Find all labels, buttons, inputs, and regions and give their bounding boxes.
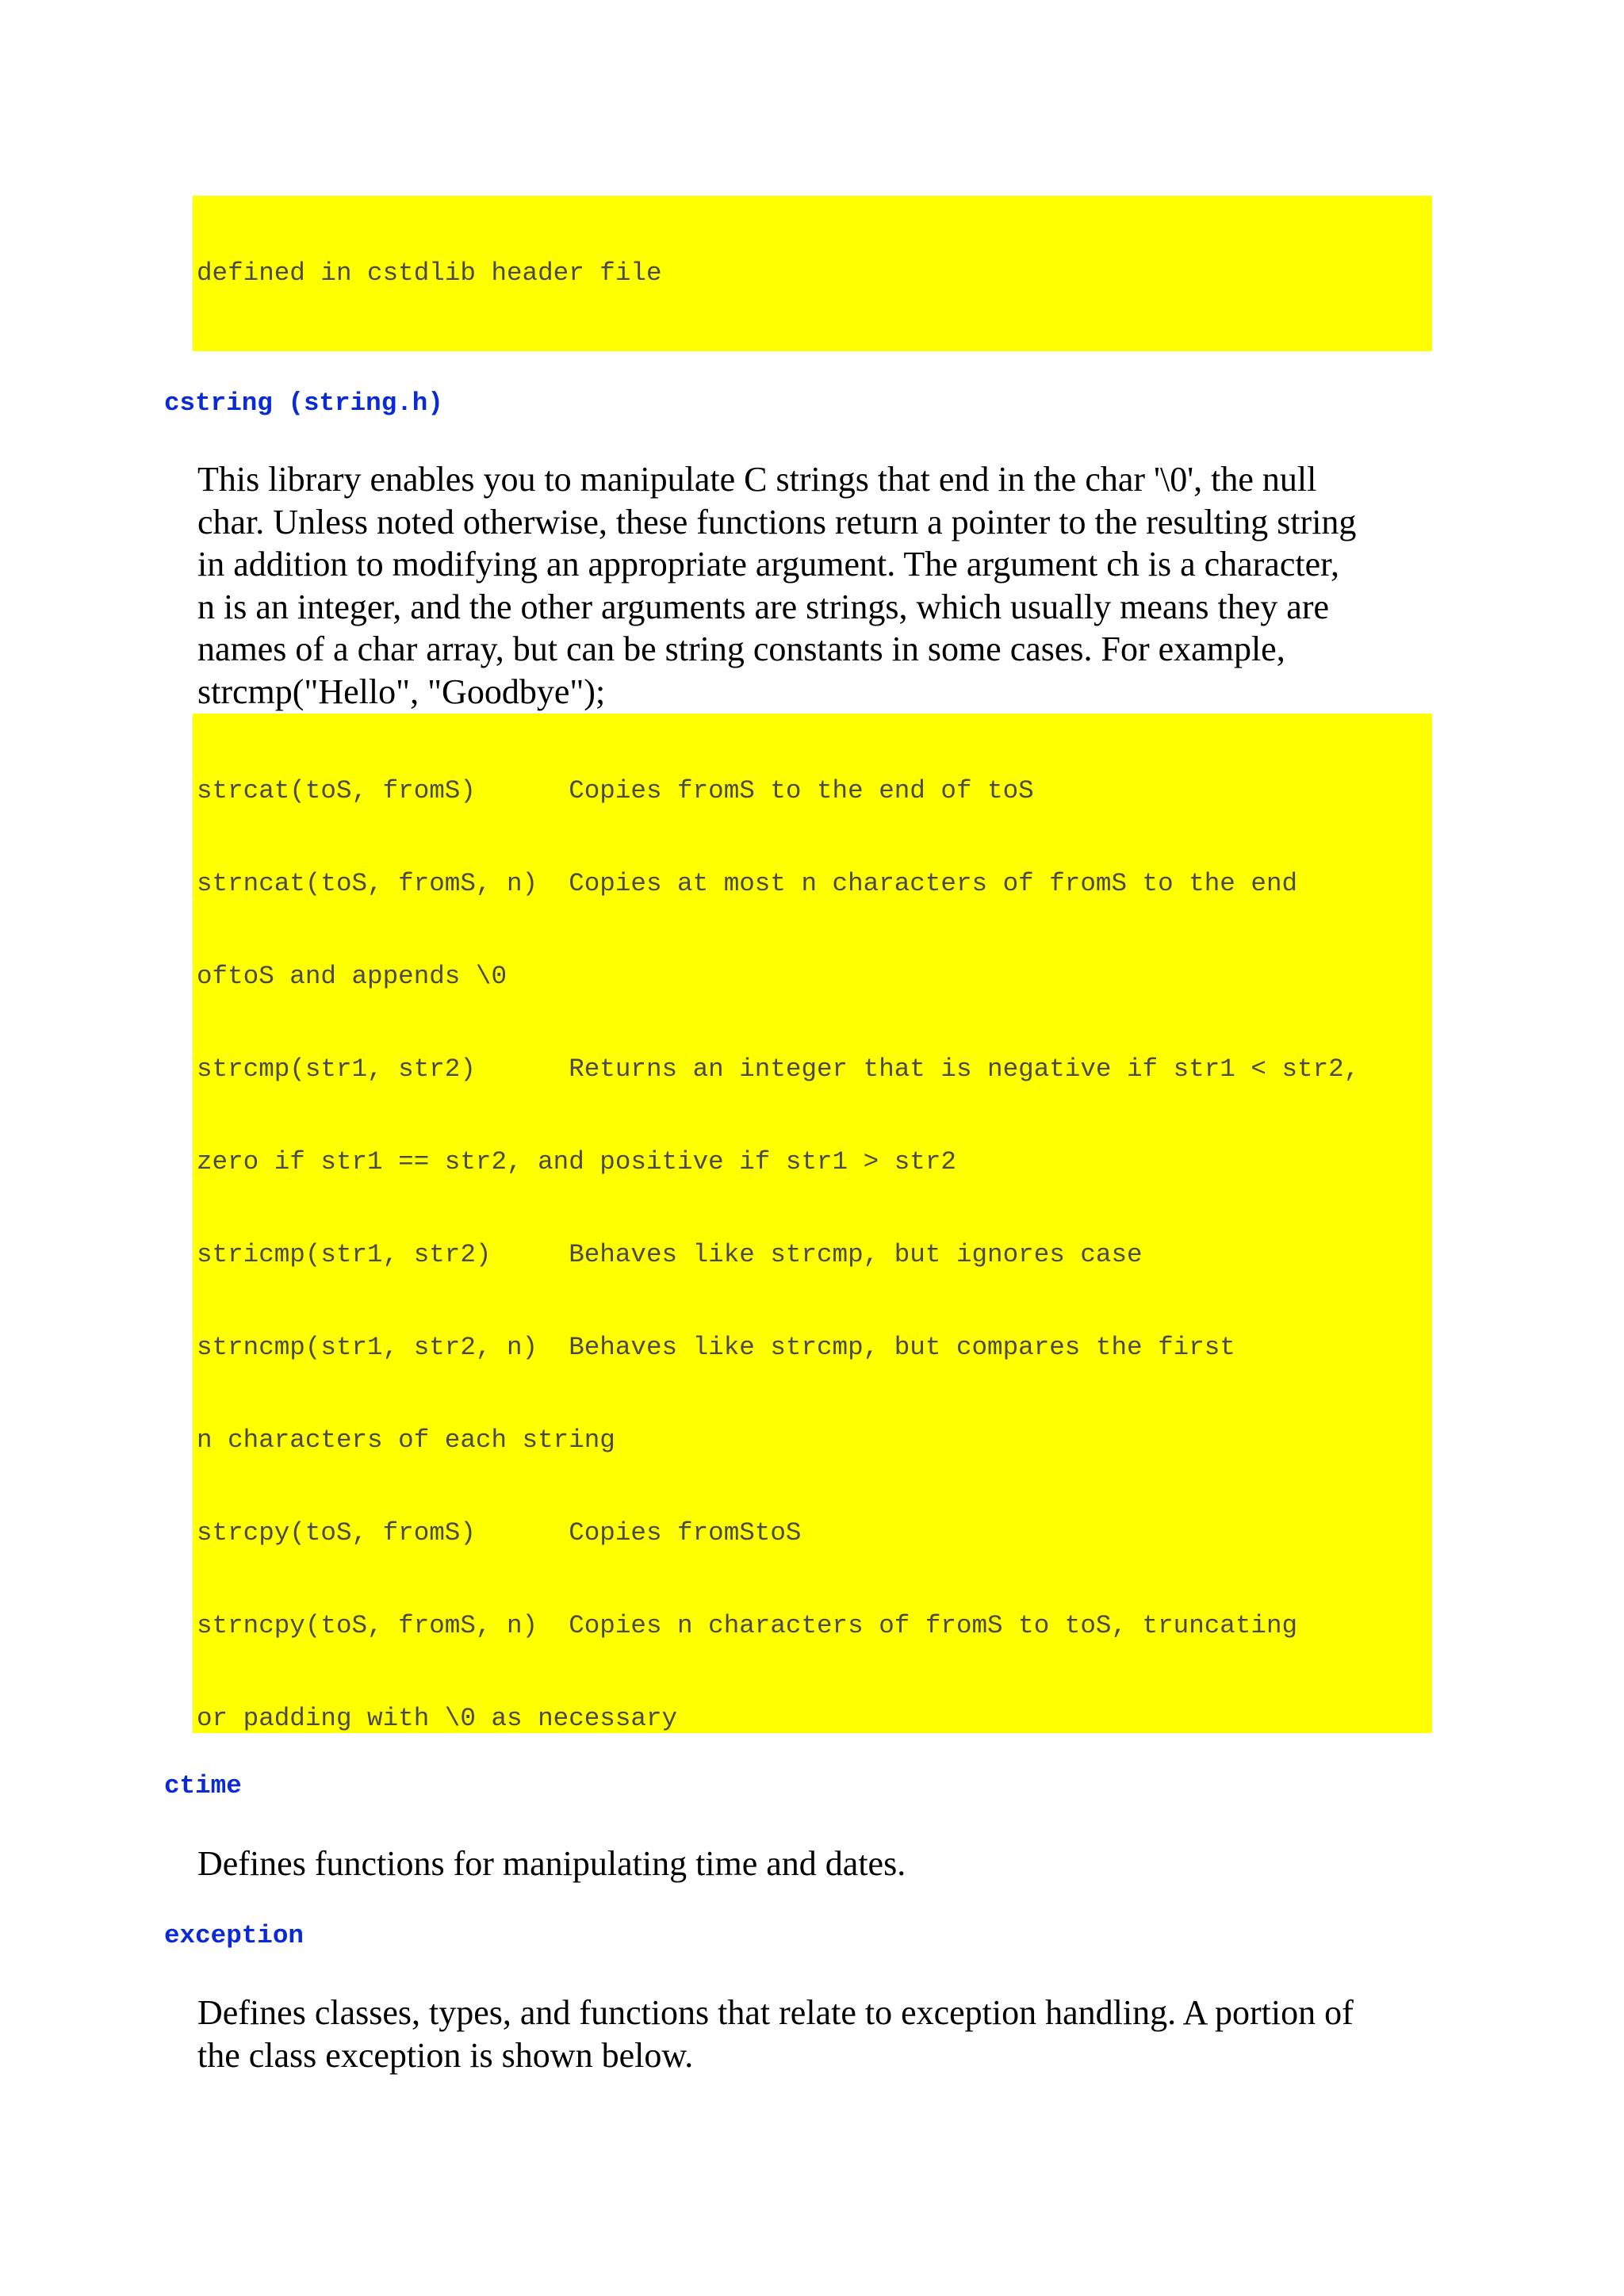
code-line: strcpy(toS, fromS) Copies fromStoS (197, 1518, 802, 1548)
paragraph-line: names of a char array, but can be string constants in some cases. For example, (197, 629, 1285, 668)
code-line: zero if str1 == str2, and positive if str1 > str2 (197, 1147, 956, 1177)
code-line: n characters of each string (197, 1425, 615, 1455)
code-line: or padding with \0 as necessary (197, 1704, 678, 1733)
paragraph-line: char. Unless noted otherwise, these functions return a pointer to the resulting string (197, 502, 1357, 541)
section-heading-cstring: cstring (string.h) (164, 388, 443, 418)
cstring-description (197, 458, 1434, 713)
code-line (197, 350, 1432, 351)
code-line: strncpy(toS, fromS, n) Copies n characters of fromS to toS, truncating (197, 1611, 1298, 1640)
paragraph-line: Defines functions for manipulating time and dates. (197, 1844, 906, 1883)
ctime-description (197, 1843, 1434, 1885)
exception-description (197, 1992, 1434, 2076)
code-line: oftoS and appends \0 (197, 962, 508, 991)
paragraph-line: Defines classes, types, and functions that relate to exception handling. A portion of (197, 1993, 1354, 2032)
section-heading-exception: exception (164, 1921, 304, 1950)
paragraph-line: the class exception is shown below. (197, 2035, 694, 2075)
paragraph-line: strcmp("Hello", "Goodbye"); (197, 672, 606, 711)
code-line: defined in cstdlib header file (197, 258, 662, 288)
section-heading-ctime: ctime (164, 1771, 242, 1800)
code-line: strncmp(str1, str2, n) Behaves like strcmp, but compares the first (197, 1333, 1235, 1362)
paragraph-line: n is an integer, and the other arguments are strings, which usually means they are (197, 587, 1330, 626)
code-line: strcat(toS, fromS) Copies fromS to the end of toS (197, 776, 1034, 806)
cstring-code-block (193, 714, 1432, 1733)
code-line: strcmp(str1, str2) Returns an integer that is negative if str1 < str2, (197, 1054, 1360, 1084)
paragraph-line: This library enables you to manipulate C strings that end in the char '\0', the null (197, 460, 1317, 499)
code-line: stricmp(str1, str2) Behaves like strcmp, but ignores case (197, 1240, 1143, 1269)
paragraph-line: in addition to modifying an appropriate argument. The argument ch is a character, (197, 545, 1340, 584)
code-line: strncat(toS, fromS, n) Copies at most n characters of fromS to the end (197, 869, 1298, 898)
cstdlib-code-block (193, 196, 1432, 351)
